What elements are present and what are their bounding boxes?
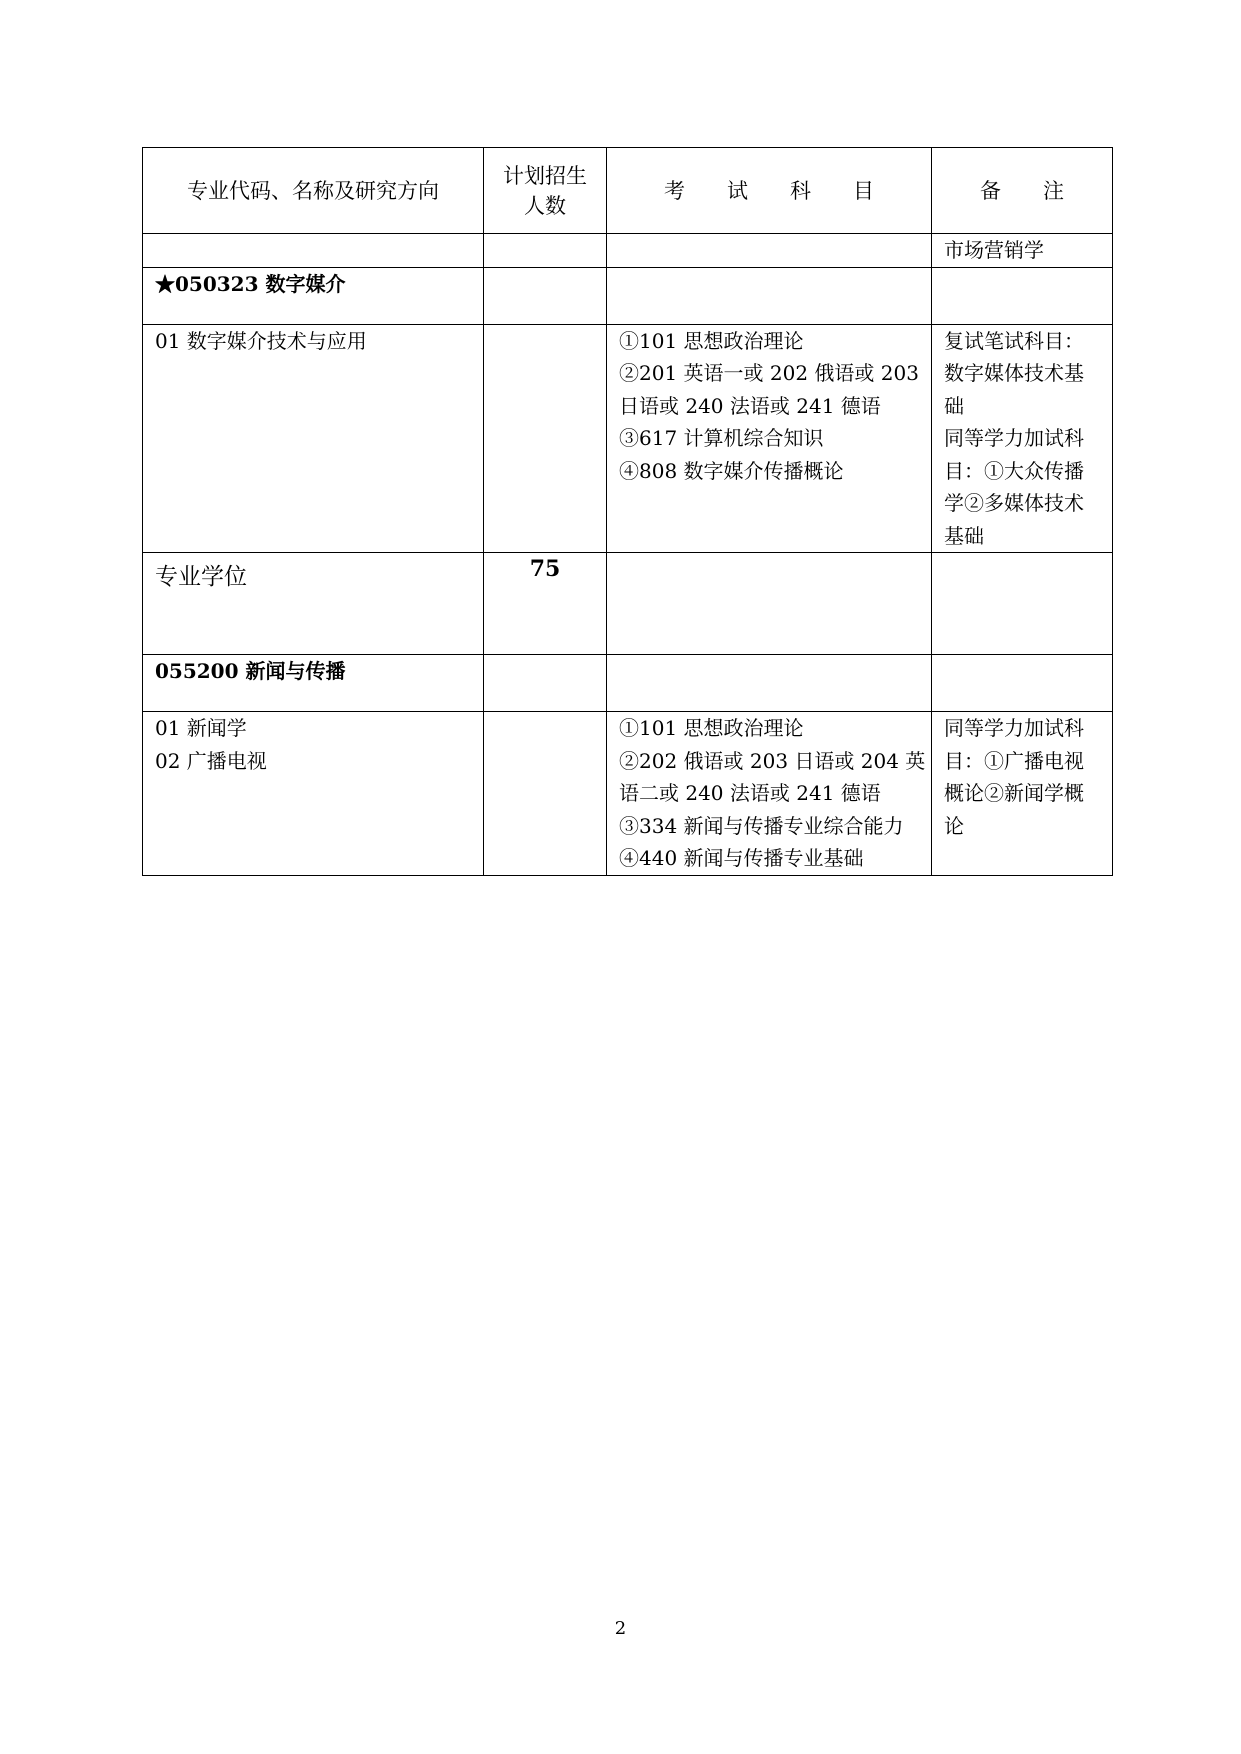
- remark-line: 同等学力加试科: [944, 716, 1084, 740]
- remark-line: 学②多媒体技术: [944, 491, 1084, 515]
- directions-cell: [143, 324, 484, 553]
- table-row-major-journalism: [143, 655, 1113, 712]
- subjects-cell: [607, 712, 932, 876]
- cell-empty: [607, 234, 932, 268]
- cell-empty: [484, 234, 607, 268]
- header-quota-line2: 人数: [524, 193, 566, 218]
- remark-line: 目：①大众传播: [944, 458, 1084, 483]
- header-quota-line1: 计划招生: [503, 163, 587, 188]
- cell-empty: [932, 267, 1113, 324]
- subject-line: 日语或 240 法语或 241 德语: [619, 393, 881, 418]
- table-row-journalism-detail: [143, 712, 1113, 876]
- remark-line: 复试笔试科目：: [944, 328, 1084, 353]
- table-row-continuation: [143, 234, 1113, 268]
- cell-empty: [932, 655, 1113, 712]
- subjects-cell: [607, 324, 932, 553]
- remark-line: 同等学力加试科: [944, 426, 1084, 450]
- direction-item: 01 数字媒介技术与应用: [155, 328, 367, 353]
- degree-label: 专业学位: [143, 553, 484, 655]
- subject-line: ②202 俄语或 203 日语或 204 英: [619, 748, 926, 773]
- cell-remark-continued: 市场营销学: [932, 234, 1113, 268]
- subject-line: ①101 思想政治理论: [619, 716, 804, 740]
- remark-line: 概论②新闻学概: [944, 781, 1084, 805]
- subject-line: ④440 新闻与传播专业基础: [619, 846, 864, 870]
- cell-empty: [484, 324, 607, 553]
- subject-line: ③334 新闻与传播专业综合能力: [619, 813, 904, 838]
- table-header-row: [143, 148, 1113, 234]
- remark-line: 基础: [944, 523, 984, 548]
- cell-empty: [607, 655, 932, 712]
- subject-line: ①101 思想政治理论: [619, 328, 804, 353]
- direction-item: 01 新闻学: [155, 716, 247, 740]
- subject-line: ②201 英语一或 202 俄语或 203: [619, 361, 919, 385]
- header-quota: [484, 148, 607, 234]
- cell-empty: [932, 553, 1113, 655]
- remark-line: 目：①广播电视: [944, 748, 1084, 773]
- directions-cell: [143, 712, 484, 876]
- remarks-cell: [932, 324, 1113, 553]
- cell-empty: [484, 655, 607, 712]
- remark-line: 论: [944, 813, 964, 838]
- header-subjects: 考 试 科 目: [607, 148, 932, 234]
- header-major: 专业代码、名称及研究方向: [143, 148, 484, 234]
- subject-line: ④808 数字媒介传播概论: [619, 458, 844, 483]
- major-name: 055200 新闻与传播: [143, 655, 484, 712]
- cell-empty: [607, 553, 932, 655]
- major-name: ★050323 数字媒介: [143, 267, 484, 324]
- admissions-table: [142, 147, 1113, 876]
- cell-empty: [484, 267, 607, 324]
- table-row-digital-media-detail: [143, 324, 1113, 553]
- remark-line: 数字媒体技术基: [944, 361, 1084, 385]
- table-row-major-digital-media: [143, 267, 1113, 324]
- remarks-cell: [932, 712, 1113, 876]
- subject-line: ③617 计算机综合知识: [619, 426, 824, 450]
- remark-line: 础: [944, 393, 964, 418]
- degree-quota: 75: [484, 553, 607, 655]
- subject-line: 语二或 240 法语或 241 德语: [619, 781, 881, 805]
- direction-item: 02 广播电视: [155, 748, 267, 773]
- page-number: 2: [614, 1618, 627, 1639]
- cell-empty: [484, 712, 607, 876]
- cell-empty: [143, 234, 484, 268]
- table-row-professional-degree: [143, 553, 1113, 655]
- header-remarks: 备 注: [932, 148, 1113, 234]
- cell-empty: [607, 267, 932, 324]
